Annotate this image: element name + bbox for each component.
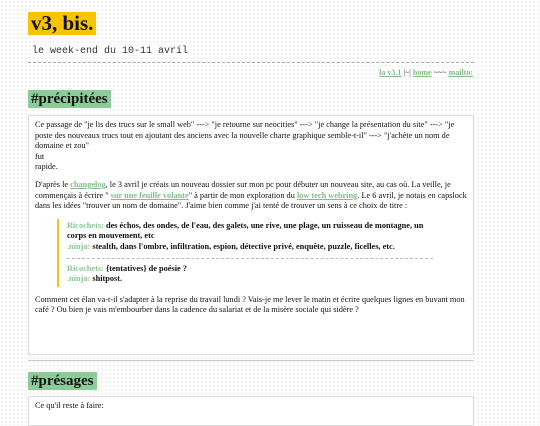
paragraph-text: rapide. xyxy=(35,162,58,172)
low-tech-webring-link[interactable]: low tech webring xyxy=(296,190,358,200)
quote-tag: Ricochets: xyxy=(67,263,104,273)
nav-link-home[interactable]: home xyxy=(412,68,432,77)
blockquote xyxy=(57,219,441,287)
paragraph-text: Ce passage de "je lis des trucs sur le small web" ---> "je retourne sur neocities" ---> "je change la présentation du site" ---> "je poste des nouveaux trucs tout en ajoutant des anciens avec la nouvelle charte graphique semble-t-il" ---> "j'achète un nom de domaine et zou" xyxy=(35,120,455,151)
quote-line xyxy=(67,264,433,275)
nav-link-v31[interactable]: la v3.1 xyxy=(379,68,402,77)
site-title: v3, bis. xyxy=(28,12,96,35)
quote-line xyxy=(67,242,433,253)
nav-link-mailto[interactable]: mailto: xyxy=(448,68,473,77)
quote-tag: .ninja: xyxy=(67,241,91,251)
quote-tag: .ninja: xyxy=(67,274,91,284)
paragraph: Comment cet élan va-t-il s'adapter à la reprise du travail lundi ? Vais-je me lever le matin et écrire quelques lignes en buvant mon café ? Ou bien je vais m'embourber dans la cadence du salariat et de la misère sociale qui sidère ? xyxy=(35,294,465,315)
nav-separator: |~| xyxy=(401,68,413,77)
nav-separator: ~~~ xyxy=(431,68,449,77)
article-card xyxy=(28,115,474,355)
quote-line xyxy=(67,274,433,285)
quote-text: des échos, des ondes, de l'eau, des galets, une rive, une plage, un ruisseau de montagne, un corps en mouvement, etc xyxy=(67,220,424,241)
paragraph-text: . Le 6 avril, je notais en capslock dans les idées "trouver un nom de domaine". J'aime bien comme j'ai tenté de trouver un sens à ce choix de titre : xyxy=(35,190,467,211)
site-subtitle: le week-end du 10-11 avril xyxy=(32,46,189,57)
quote-divider xyxy=(67,258,433,259)
paragraph-text: " à partir de mon exploration du xyxy=(188,190,297,200)
quote-text: stealth, dans l'ombre, infiltration, espion, détective privé, enquête, puzzle, ficelles, etc. xyxy=(90,241,395,251)
section-title-presages: #présages xyxy=(28,372,97,390)
quote-text: shitpost. xyxy=(90,274,123,284)
quote-text: {tentatives} de poésie ? xyxy=(103,263,187,273)
section-divider xyxy=(28,360,474,361)
paragraph xyxy=(35,120,467,173)
top-nav xyxy=(378,68,474,77)
quote-line xyxy=(67,221,433,242)
paragraph-text: D'après le xyxy=(35,179,71,189)
changelog-link[interactable]: changelog xyxy=(70,179,106,189)
header-divider xyxy=(28,62,474,63)
quote-tag: Ricochets: xyxy=(67,220,104,230)
paragraph: Ce qu'il reste à faire: xyxy=(35,401,104,410)
feuille-volante-link[interactable]: sur une feuille volante xyxy=(110,190,189,200)
paragraph-text: , le 3 avril je créais un nouveau dossier sur mon pc pour débuter un nouveau site, au cas où. La veille, je commençais à écrire " xyxy=(35,179,451,200)
paragraph-text: fut xyxy=(35,151,45,161)
paragraph xyxy=(35,180,467,212)
section-title-precipitees: #précipitées xyxy=(28,90,111,108)
article-card xyxy=(28,396,474,426)
